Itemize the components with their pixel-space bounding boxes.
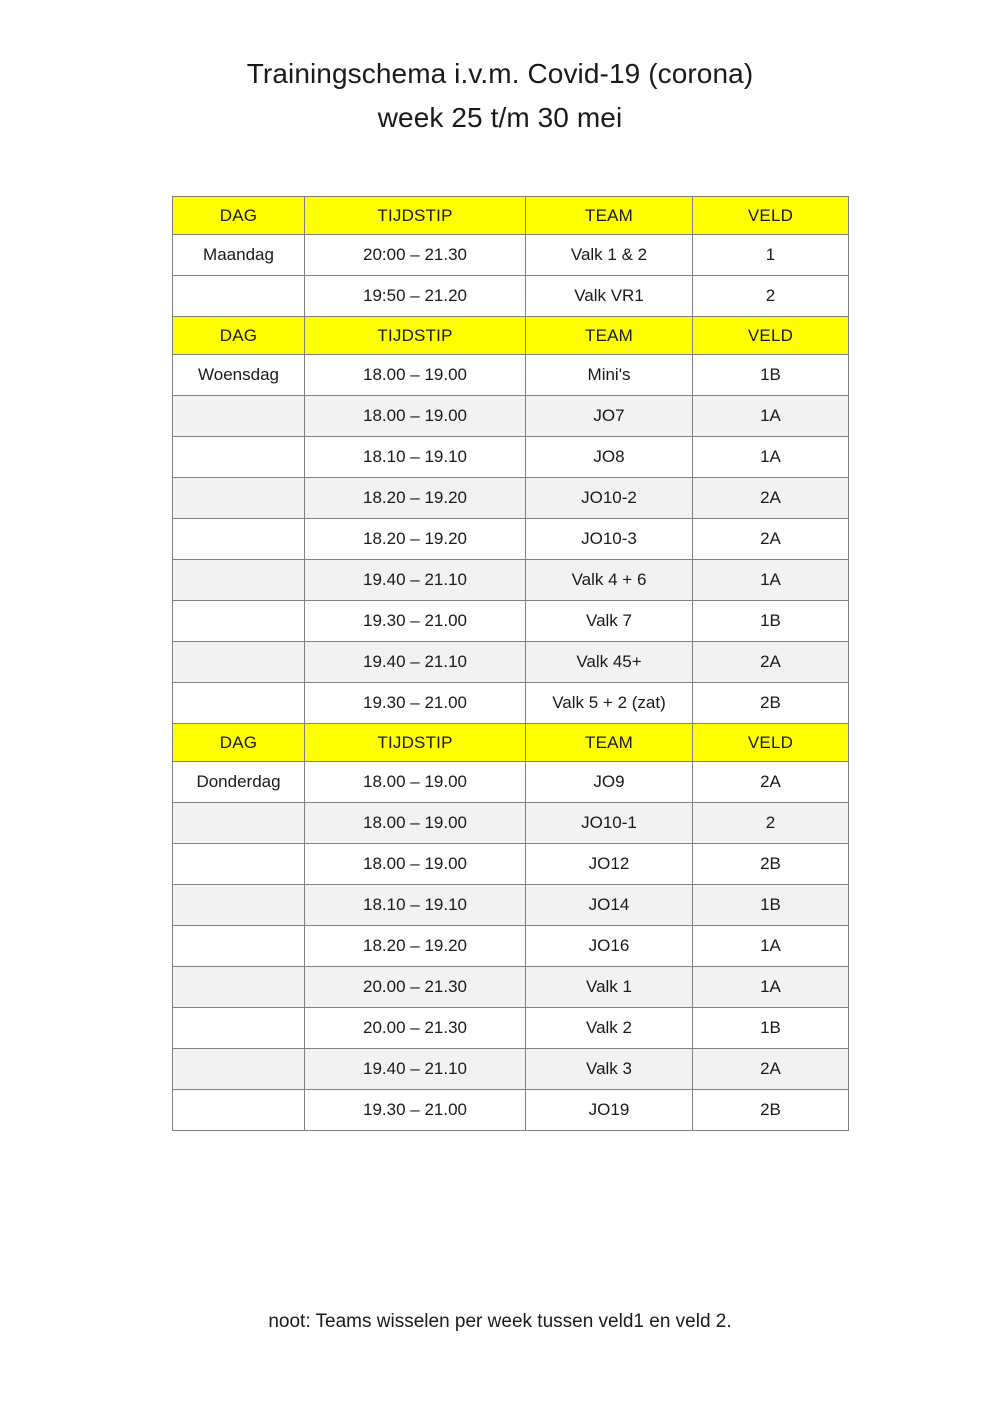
cell-tijdstip: 19.40 – 21.10: [305, 560, 526, 601]
cell-dag: [173, 437, 305, 478]
cell-team: JO8: [526, 437, 693, 478]
table-row: [173, 276, 849, 317]
table-row: [173, 396, 849, 437]
column-header-veld: VELD: [693, 197, 849, 235]
page-title: [0, 52, 1000, 140]
table-row: [173, 235, 849, 276]
cell-team: Valk 2: [526, 1008, 693, 1049]
cell-dag: Maandag: [173, 235, 305, 276]
cell-dag: [173, 519, 305, 560]
cell-team: JO19: [526, 1090, 693, 1131]
cell-dag: [173, 642, 305, 683]
column-header-dag: DAG: [173, 317, 305, 355]
table-row: [173, 683, 849, 724]
cell-team: JO9: [526, 762, 693, 803]
table-row: [173, 1090, 849, 1131]
cell-veld: 2B: [693, 1090, 849, 1131]
table-row: [173, 519, 849, 560]
cell-veld: 2A: [693, 478, 849, 519]
column-header-tijdstip: TIJDSTIP: [305, 317, 526, 355]
table-header-row: [173, 197, 849, 235]
column-header-veld: VELD: [693, 317, 849, 355]
table-row: [173, 1049, 849, 1090]
cell-veld: 2B: [693, 683, 849, 724]
training-schedule-table: [172, 196, 849, 1131]
cell-tijdstip: 19.40 – 21.10: [305, 642, 526, 683]
table-row: [173, 355, 849, 396]
cell-team: Valk VR1: [526, 276, 693, 317]
cell-team: JO10-2: [526, 478, 693, 519]
cell-dag: [173, 967, 305, 1008]
cell-veld: 1A: [693, 437, 849, 478]
table-row: [173, 642, 849, 683]
title-line-primary: Trainingschema i.v.m. Covid-19 (corona): [246, 58, 754, 89]
cell-dag: [173, 478, 305, 519]
cell-tijdstip: 18.10 – 19.10: [305, 885, 526, 926]
cell-veld: 1B: [693, 355, 849, 396]
column-header-team: TEAM: [526, 317, 693, 355]
cell-dag: [173, 1008, 305, 1049]
table-row: [173, 560, 849, 601]
cell-tijdstip: 20.00 – 21.30: [305, 967, 526, 1008]
cell-tijdstip: 20:00 – 21.30: [305, 235, 526, 276]
table-row: [173, 601, 849, 642]
table-row: [173, 926, 849, 967]
cell-veld: 1B: [693, 885, 849, 926]
cell-dag: Woensdag: [173, 355, 305, 396]
cell-dag: [173, 560, 305, 601]
cell-dag: [173, 885, 305, 926]
column-header-team: TEAM: [526, 197, 693, 235]
cell-veld: 1A: [693, 967, 849, 1008]
table-row: [173, 967, 849, 1008]
table-header-row: [173, 317, 849, 355]
cell-tijdstip: 18.20 – 19.20: [305, 519, 526, 560]
column-header-tijdstip: TIJDSTIP: [305, 197, 526, 235]
table-header-row: [173, 724, 849, 762]
table-row: [173, 844, 849, 885]
cell-team: Valk 4 + 6: [526, 560, 693, 601]
column-header-dag: DAG: [173, 197, 305, 235]
column-header-team: TEAM: [526, 724, 693, 762]
cell-veld: 1B: [693, 1008, 849, 1049]
cell-dag: [173, 844, 305, 885]
footer-note: noot: Teams wisselen per week tussen veld1 en veld 2.: [268, 1311, 732, 1332]
title-line-secondary: week 25 t/m 30 mei: [377, 102, 623, 133]
cell-veld: 2: [693, 803, 849, 844]
cell-veld: 1A: [693, 926, 849, 967]
cell-tijdstip: 20.00 – 21.30: [305, 1008, 526, 1049]
table-row: [173, 1008, 849, 1049]
table-row: [173, 762, 849, 803]
cell-dag: [173, 803, 305, 844]
cell-veld: 2A: [693, 642, 849, 683]
cell-tijdstip: 18.00 – 19.00: [305, 396, 526, 437]
cell-tijdstip: 18.00 – 19.00: [305, 803, 526, 844]
cell-team: JO16: [526, 926, 693, 967]
cell-team: Mini's: [526, 355, 693, 396]
cell-veld: 1B: [693, 601, 849, 642]
cell-team: JO10-1: [526, 803, 693, 844]
cell-team: JO14: [526, 885, 693, 926]
cell-veld: 1A: [693, 396, 849, 437]
cell-tijdstip: 19.30 – 21.00: [305, 1090, 526, 1131]
cell-veld: 1: [693, 235, 849, 276]
table-row: [173, 437, 849, 478]
cell-dag: [173, 396, 305, 437]
cell-team: JO12: [526, 844, 693, 885]
cell-veld: 1A: [693, 560, 849, 601]
cell-team: Valk 5 + 2 (zat): [526, 683, 693, 724]
cell-veld: 2A: [693, 519, 849, 560]
cell-veld: 2B: [693, 844, 849, 885]
table-row: [173, 478, 849, 519]
table-row: [173, 885, 849, 926]
cell-team: Valk 1 & 2: [526, 235, 693, 276]
cell-tijdstip: 18.20 – 19.20: [305, 478, 526, 519]
table-row: [173, 803, 849, 844]
cell-team: Valk 45+: [526, 642, 693, 683]
cell-tijdstip: 19:50 – 21.20: [305, 276, 526, 317]
cell-team: Valk 7: [526, 601, 693, 642]
cell-dag: [173, 1049, 305, 1090]
training-schedule-table-container: [172, 196, 848, 1131]
column-header-dag: DAG: [173, 724, 305, 762]
cell-tijdstip: 19.30 – 21.00: [305, 601, 526, 642]
cell-tijdstip: 18.00 – 19.00: [305, 355, 526, 396]
cell-dag: [173, 683, 305, 724]
cell-veld: 2A: [693, 762, 849, 803]
cell-team: JO7: [526, 396, 693, 437]
cell-veld: 2A: [693, 1049, 849, 1090]
column-header-tijdstip: TIJDSTIP: [305, 724, 526, 762]
cell-tijdstip: 18.20 – 19.20: [305, 926, 526, 967]
cell-tijdstip: 18.10 – 19.10: [305, 437, 526, 478]
cell-veld: 2: [693, 276, 849, 317]
cell-tijdstip: 19.30 – 21.00: [305, 683, 526, 724]
cell-tijdstip: 18.00 – 19.00: [305, 844, 526, 885]
column-header-veld: VELD: [693, 724, 849, 762]
cell-dag: [173, 601, 305, 642]
cell-tijdstip: 19.40 – 21.10: [305, 1049, 526, 1090]
cell-dag: [173, 276, 305, 317]
cell-dag: [173, 926, 305, 967]
cell-team: Valk 1: [526, 967, 693, 1008]
cell-team: Valk 3: [526, 1049, 693, 1090]
cell-dag: [173, 1090, 305, 1131]
cell-team: JO10-3: [526, 519, 693, 560]
cell-dag: Donderdag: [173, 762, 305, 803]
cell-tijdstip: 18.00 – 19.00: [305, 762, 526, 803]
